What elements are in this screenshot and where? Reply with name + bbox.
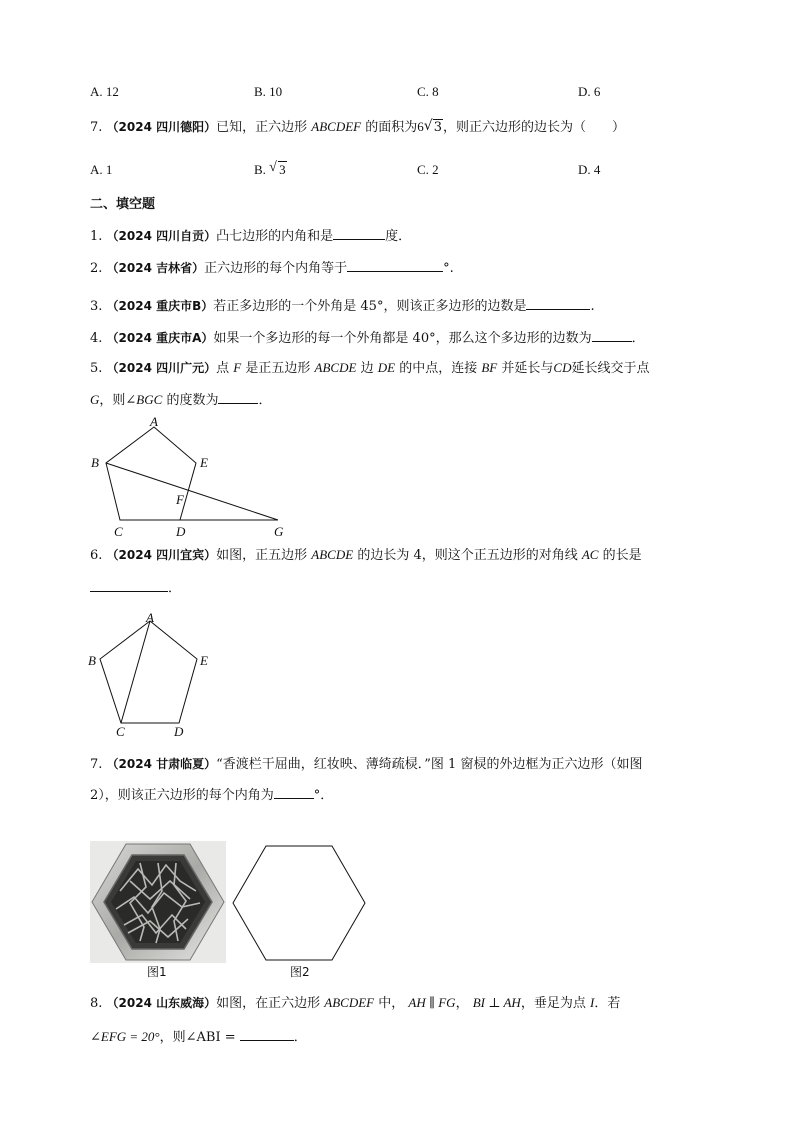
question-8-line2 (90, 1026, 307, 1048)
question-text: ，则∠ (99, 393, 137, 408)
answer-blank[interactable] (90, 577, 168, 592)
question-text: 2），则该正六边形的每个内角为 (90, 788, 274, 803)
question-6-line2 (90, 577, 181, 599)
question-6 (90, 545, 642, 566)
radicand: 3 (279, 162, 286, 177)
figure-2-caption: 图2 (290, 965, 310, 979)
question-4 (90, 327, 645, 349)
answer-blank[interactable] (526, 295, 590, 310)
question-text: ，则正六边形的边长为（ ） (443, 120, 626, 135)
segment-bg (106, 463, 278, 520)
question-number: 4. (90, 331, 103, 346)
question-number: 5. (90, 361, 103, 376)
option-b (254, 162, 287, 178)
question-text: 正六边形的每个内角等于 (204, 261, 348, 276)
segment-label: BF (481, 360, 498, 375)
question-source: （2024 四川宜宾） (106, 548, 217, 562)
sqrt-expression: √ 3 (269, 160, 286, 177)
answer-blank[interactable] (240, 1026, 294, 1041)
question-text: 边 (360, 361, 374, 376)
question-source: （2024 山东威海） (106, 996, 217, 1010)
question-number: 2. (90, 261, 103, 276)
question-3 (90, 295, 595, 317)
label-c: C (114, 524, 123, 539)
option-b-label: B. (254, 162, 266, 177)
shape-name: ABCDE (314, 360, 357, 375)
question-number: 3. (90, 299, 103, 314)
point-label: G (90, 392, 100, 407)
answer-blank[interactable] (347, 257, 443, 272)
label-f: F (176, 492, 184, 507)
question-7-choice (90, 117, 625, 138)
question-text: 点 (216, 361, 230, 376)
question-number: 7. (90, 757, 103, 772)
radicand: 3 (433, 120, 443, 135)
window-lattice-photo (90, 841, 226, 963)
figure-1-caption: 图1 (147, 965, 167, 979)
question-text: 凸七边形的内角和是 (216, 229, 334, 244)
question-text: 的边长为 4，则这个正五边形的对角线 (357, 548, 578, 563)
question-source: （2024 吉林省） (106, 261, 205, 275)
point-label: I (589, 995, 595, 1010)
figure-2-hexagon (230, 841, 370, 966)
option-c: C. 2 (417, 162, 439, 177)
option-a-top: A. 12 (90, 84, 119, 99)
label-d: D (176, 524, 186, 539)
question-text: ． (293, 1030, 307, 1045)
option-a: A. 1 (90, 162, 113, 177)
point-label: F (233, 360, 242, 375)
coefficient: 6 (417, 119, 424, 134)
answer-blank[interactable] (274, 784, 314, 799)
question-text: 并延长与 (501, 361, 554, 376)
question-text: 的度数为 (166, 393, 219, 408)
shape-name: ABCDEF (311, 119, 362, 134)
option-d: D. 4 (578, 162, 601, 177)
question-text: ， (455, 996, 469, 1011)
question-number: 7. (90, 120, 103, 135)
question-text: “香渡栏干屈曲，红妆映、薄绮疏棂．”图 1 窗棂的外边框为正六边形（如图 (216, 757, 643, 772)
segment-label: AC (581, 547, 599, 562)
label-a: A (150, 414, 158, 429)
answer-blank[interactable] (218, 389, 258, 404)
question-text: °. (443, 261, 454, 276)
label-b: B (88, 653, 96, 668)
question-text: °． (313, 788, 334, 803)
question-8 (90, 993, 620, 1014)
question-text: 已知，正六边形 (216, 120, 308, 135)
label-e: E (200, 653, 208, 668)
pentagon-abcde (100, 621, 197, 723)
option-b-top: B. 10 (254, 84, 283, 99)
question-number: 1. (90, 229, 103, 244)
label-e: E (200, 455, 208, 470)
label-d: D (174, 724, 184, 739)
question-source: （2024 四川德阳） (106, 120, 217, 134)
question-text: ，则∠ABI = (159, 1030, 236, 1045)
question-5 (90, 358, 649, 379)
question-text: ． (168, 581, 182, 596)
angle-label: BGC (136, 392, 163, 407)
figure-q6-pentagon (86, 610, 216, 740)
question-7-fill (90, 754, 642, 775)
question-text: 如图，在正六边形 (216, 996, 321, 1011)
question-source: （2024 重庆市A） (106, 331, 214, 345)
question-7-fill-line2 (90, 784, 333, 806)
question-text: 的面积为 (365, 120, 418, 135)
question-text: 的长是 (602, 548, 642, 563)
question-text: 是正五边形 (245, 361, 311, 376)
shape-name: ABCDEF (324, 995, 375, 1010)
question-number: 8. (90, 996, 103, 1011)
segment-label: CD (553, 360, 572, 375)
label-c: C (116, 724, 125, 739)
question-text: . (590, 299, 595, 314)
question-2 (90, 257, 454, 279)
sqrt-expression: √ 3 (423, 118, 443, 135)
question-source: （2024 重庆市B） (106, 299, 214, 313)
question-text: 若正多边形的一个外角是 45°，则该正多边形的边数是 (213, 299, 527, 314)
question-text: 中， (378, 996, 405, 1011)
figure-q5-pentagon (88, 414, 308, 539)
parallel-relation: AH ∥ FG (408, 995, 456, 1010)
question-source: （2024 四川广元） (106, 361, 217, 375)
question-text: 度． (385, 229, 412, 244)
angle-condition: ∠EFG = 20° (90, 1029, 160, 1044)
segment-label: DE (377, 360, 396, 375)
question-5-line2 (90, 389, 271, 411)
answer-blank[interactable] (592, 327, 632, 342)
shape-name: ABCDE (311, 547, 354, 562)
question-text: 延长线交于点 (571, 361, 650, 376)
label-b: B (91, 455, 99, 470)
perpendicular-relation: BI ⊥ AH (472, 995, 521, 1010)
section-title: 二、填空题 (90, 197, 156, 212)
question-number: 6. (90, 548, 103, 563)
question-source: （2024 四川自贡） (106, 229, 217, 243)
question-text: ． (258, 393, 272, 408)
hexagon (233, 846, 365, 960)
answer-blank[interactable] (333, 225, 385, 240)
question-text: 如果一个多边形的每一个外角都是 40°，那么这个多边形的边数为 (213, 331, 592, 346)
question-1 (90, 225, 411, 247)
question-text: ． (631, 331, 645, 346)
question-text: 的中点，连接 (399, 361, 478, 376)
option-c-top: C. 8 (417, 84, 439, 99)
question-text: ．若 (594, 996, 621, 1011)
question-source: （2024 甘肃临夏） (106, 757, 217, 771)
question-text: ，垂足为点 (520, 996, 586, 1011)
label-a: A (146, 610, 154, 625)
diagonal-ac (121, 621, 150, 723)
label-g: G (274, 524, 284, 539)
question-text: 如图，正五边形 (216, 548, 308, 563)
option-d-top: D. 6 (578, 84, 601, 99)
